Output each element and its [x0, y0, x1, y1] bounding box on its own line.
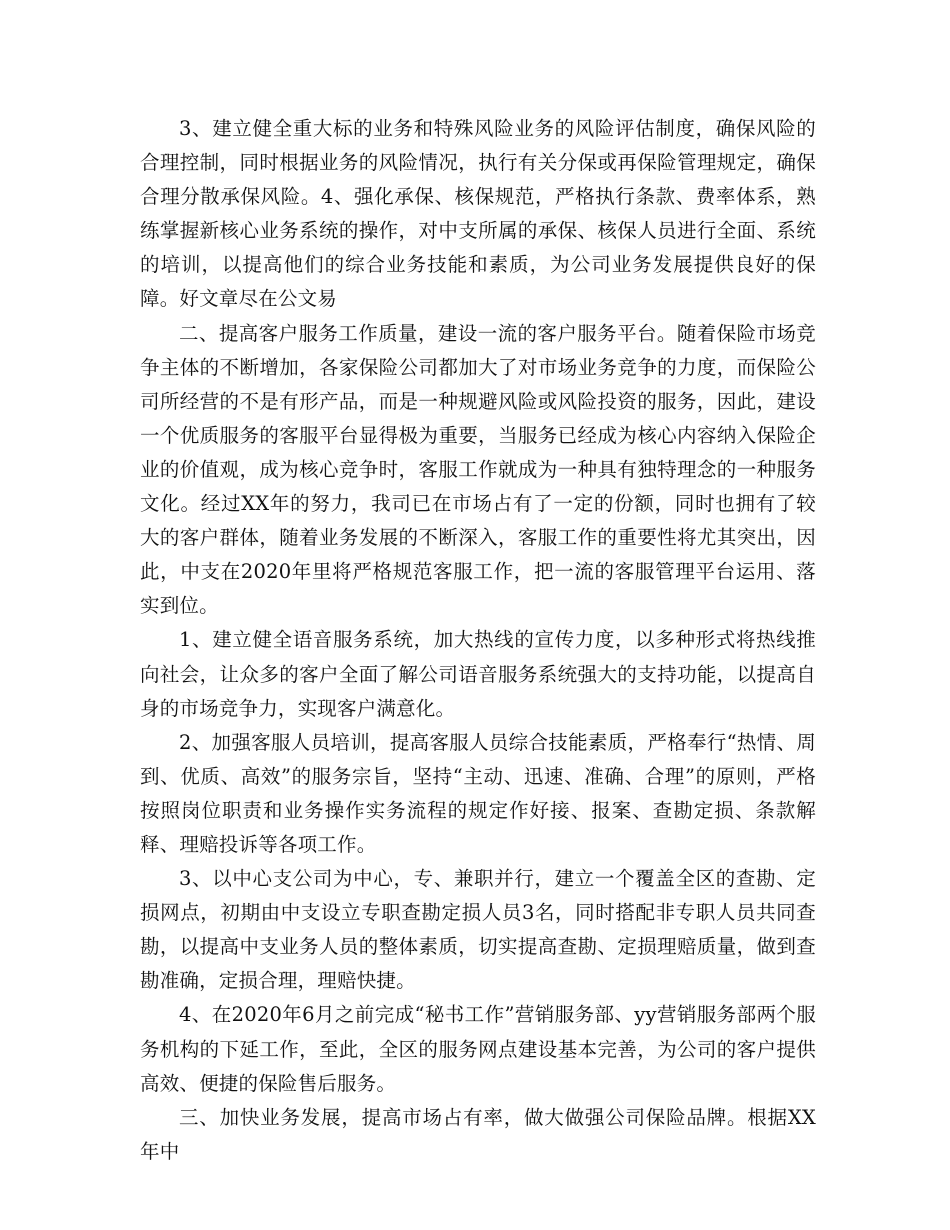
paragraph-risk-assessment: 3、建立健全重大标的业务和特殊风险业务的风险评估制度，确保风险的合理控制，同时根据业务的风险情况，执行有关分保或再保险管理规定，确保合理分散承保风险。4、强化承保、核保规范，严格执行条款、费率体系，熟练掌握新核心业务系统的操作，对中支所属的承保、核保人员进行全面、系统的培训，以提高他们的综合业务技能和素质，为公司业务发展提供良好的保障。好文章尽在公文易 [140, 117, 816, 311]
paragraph-service-outlets: 4、在2020年6月之前完成“秘书工作”营销服务部、yy营销服务部两个服务机构的下延工作，至此，全区的服务网点建设基本完善，为公司的客户提供高效、便捷的保险售后服务。 [140, 1003, 816, 1095]
paragraph-voice-service-system: 1、建立健全语音服务系统，加大热线的宣传力度，以多种形式将热线推向社会，让众多的客户全面了解公司语音服务系统强大的支持功能，以提高自身的市场竞争力，实现客户满意化。 [140, 628, 816, 720]
paragraph-business-development: 三、加快业务发展，提高市场占有率，做大做强公司保险品牌。根据XX年中 [140, 1105, 816, 1163]
paragraph-customer-service-quality: 二、提高客户服务工作质量，建设一流的客户服务平台。随着保险市场竞争主体的不断增加，各家保险公司都加大了对市场业务竞争的力度，而保险公司所经营的不是有形产品，而是一种规避风险或风险投资的服务，因此，建设一个优质服务的客服平台显得极为重要，当服务已经成为核心内容纳入保险企业的价值观，成为核心竞争时，客服工作就成为一种具有独特理念的一种服务文化。经过XX年的努力，我司已在市场占有了一定的份额，同时也拥有了较大的客户群体，随着业务发展的不断深入，客服工作的重要性将尤其突出，因此，中支在2020年里将严格规范客服工作，把一流的客服管理平台运用、落实到位。 [140, 321, 816, 618]
paragraph-staff-training: 2、加强客服人员培训，提高客服人员综合技能素质，严格奉行“热情、周到、优质、高效”的服务宗旨，坚持“主动、迅速、准确、合理”的原则，严格按照岗位职责和业务操作实务流程的规定作好接、报案、查勘定损、条款解释、理赔投诉等各项工作。 [140, 730, 816, 856]
paragraph-survey-network: 3、以中心支公司为中心，专、兼职并行，建立一个覆盖全区的查勘、定损网点，初期由中支设立专职查勘定损人员3名，同时搭配非专职人员共同查勘，以提高中支业务人员的整体素质，切实提高查勘、定损理赔质量，做到查勘准确，定损合理，理赔快捷。 [140, 867, 816, 993]
document-body [140, 112, 816, 1169]
